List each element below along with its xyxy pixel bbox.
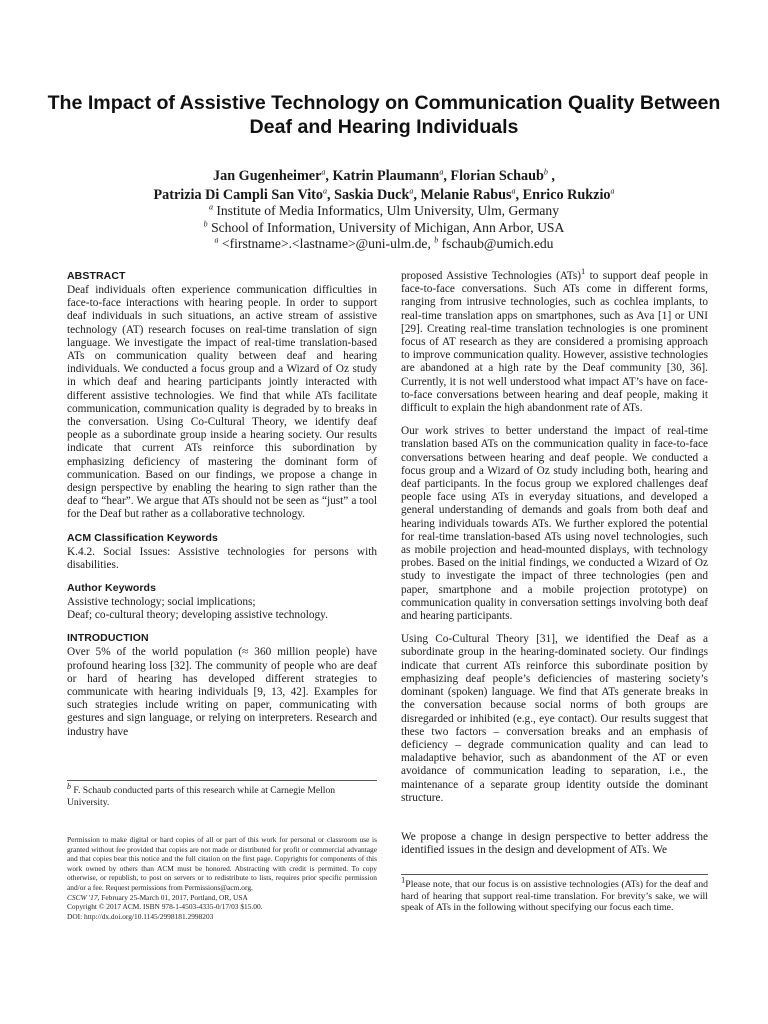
right-paragraph-1 (401, 266, 709, 415)
author-separator: , (326, 187, 335, 203)
footnote-mark: b (67, 781, 71, 791)
copyright-line: Copyright © 2017 ACM. ISBN 978-1-4503-4335-0/17/03 $15.00. (67, 902, 263, 912)
author-affil-mark: b (543, 167, 548, 177)
conference-details: , February 25-March 01, 2017, Portland, OR, USA (97, 892, 248, 902)
paragraph-text: proposed Assistive Technologies (ATs) (401, 270, 582, 282)
permission-text: Permission to make digital or hard copies of all or part of this work for personal or classroom use is granted without fee provided that copies are not made or distributed for profit or commercial advantage and that copies bear this notice and the full citation on the first page. Copyrights for components of this work owned by others than ACM must be honored. Abstracting with credit is permitted. To copy otherwise, or republish, to post on servers or to redistribute to lists, requires prior specific permission and/or a fee. Request permissions from Permissions@acm.org. (67, 835, 377, 892)
footnote-text: Please note, that our focus is on assistive technologies (ATs) for the deaf and hard of hearing that support real-time translation. For brevity’s sake, we will speak of ATs in the following without specifying our focus each time. (401, 879, 708, 914)
footnote-left (67, 780, 377, 808)
affiliation-text: Institute of Media Informatics, Ulm University, Ulm, Germany (212, 203, 560, 218)
left-column (67, 270, 377, 749)
author-separator: , (325, 168, 333, 184)
email-b: fschaub@umich.edu (438, 236, 554, 251)
abstract-heading: ABSTRACT (67, 270, 126, 282)
author-separator: , (443, 168, 451, 184)
affiliations (40, 203, 728, 253)
affiliation-text: School of Information, University of Michigan, Ann Arbor, USA (207, 219, 565, 235)
acm-classification (67, 532, 377, 572)
affiliation-b (40, 220, 728, 237)
affil-mark: a (214, 235, 219, 245)
author-name: Katrin Plaumann (332, 168, 440, 184)
author-emails (40, 236, 728, 253)
abstract-text: Deaf individuals often experience communication difficulties in face-to-face interactions with hearing people. In order to support deaf individuals in such situations, an active stream of assistive technology (AT) research focuses on real-time translation of sign language. We investigate the impact of real-time translation-based ATs on communication quality between deaf and hearing individuals. We conducted a focus group and a Wizard of Oz study in which deaf and hearing participants jointly interacted with different assistive technologies. We find that while ATs facilitate communication, communication quality is degraded by to breaks in the conversation. Using Co-Cultural Theory, we identify deaf people as a subordinate group inside a hearing society. Our results indicate that current ATs reinforce this subordination by emphasizing deficiency of mastering the dominant form of communication. Based on our findings, we propose a change in design perspective by enabling the hearing to sign rather than the deaf to “hear”. We argue that ATs should not be seen as “just” a tool for the Deaf but rather as a collaborative technology. (67, 284, 377, 521)
conference-name: CSCW '17 (67, 892, 98, 902)
footnote-mark: 1 (401, 874, 406, 885)
author-line-1 (40, 167, 728, 186)
email-a: <firstname>.<lastname>@uni-ulm.de, (218, 236, 435, 251)
footnote-text: F. Schaub conducted parts of this research while at Carnegie Mellon University. (67, 785, 336, 808)
author-separator: , (515, 187, 523, 203)
permission-block (67, 835, 377, 921)
right-column (401, 266, 709, 815)
author-list (40, 167, 728, 205)
introduction-heading: INTRODUCTION (67, 632, 149, 645)
affil-mark: b (203, 218, 208, 228)
author-affil-mark: a (321, 167, 326, 177)
right-paragraph-4: We propose a change in design perspective to better address the identified issues in the design and development of ATs. We (401, 831, 708, 857)
footnote-ref: 1 (581, 266, 586, 277)
author-separator: , (547, 168, 555, 184)
author-separator: , (413, 187, 421, 203)
introduction-text: Over 5% of the world population (≈ 360 million people) have profound hearing loss [32]. The community of people who are deaf or hard of hearing has developed different strategies to communicate with hearing individuals [9, 13, 42]. Examples for such strategies include writing on paper, communicating with gestures and sign language, or relying on interpreters. Research and industry have (67, 646, 377, 738)
author-keywords (67, 582, 377, 622)
right-paragraph-3: Using Co-Cultural Theory [31], we identified the Deaf as a subordinate group in the hearing-dominated society. Our findings indicate that current ATs reinforce this subordinate position by emphasizing deaf people’s deficiencies of mastering society’s dominant (spoken) language. We find that ATs generate breaks in the conversation because social norms of both groups are disregarded or inhibited (e.g., eye contact). Our results suggest that these two factors – conversation breaks and an emphasis of deficiency – degrade communication quality and can lead to maladaptive behavior, such as abandonment of the AT or even avoidance of communication leading to separation, i.e., the maintenance of a separate group identity outside the dominant structure. (401, 633, 708, 804)
author-keywords-heading: Author Keywords (67, 582, 157, 595)
conference-line (67, 893, 377, 903)
footnote-right (401, 874, 708, 914)
author-affil-mark: a (610, 186, 615, 196)
paper-title: The Impact of Assistive Technology on Communication Quality Between Deaf and Hearing Individuals (47, 92, 721, 138)
doi-line: DOI: http://dx.doi.org/10.1145/2998181.2998203 (67, 911, 214, 921)
author-name: Melanie Rabus (420, 187, 512, 203)
author-affil-mark: a (409, 186, 414, 196)
paragraph-text: to support deaf people in face-to-face conversations. Such ATs come in different forms, ranging from intrusive technologies, such as cochlea implants, to real-time translation apps on smartphones, such as Ava [1] or UNI [29]. Creating real-time translation technologies is one prominent focus of AT research as they are considered a promising approach to improve communication quality. However, assistive technologies are abandoned at a high rate by the Deaf community [30, 36]. Currently, it is not well understood what impact AT’s have on face-to-face conversations between hearing and deaf people, making it difficult to explain the high abandonment rate of ATs. (401, 270, 709, 415)
author-name: Florian Schaub (450, 168, 544, 184)
author-name: Patrizia Di Campli San Vito (153, 187, 323, 203)
author-keywords-line: Assistive technology; social implications; (67, 596, 256, 609)
affil-mark: a (208, 202, 213, 212)
right-paragraph-2: Our work strives to better understand the impact of real-time translation based ATs on the communication quality in face-to-face conversations between hearing and deaf people. We conducted a focus group and a Wizard of Oz study including both, hearing and deaf participants. In the focus group we explored challenges deaf people face using ATs in everyday situations, and developed a general understanding of demands and goals from both deaf and hearing individuals towards ATs. We further explored the potential for real-time translation-based ATs using novel technologies, such as mobile projection and head-mounted displays, with technology probes. Based on the initial findings, we conducted a Wizard of Oz study to investigate the impact of three technologies (pen and paper, smartphone and a mobile projection prototype) on communication quality in conversation settings involving both deaf and hearing participants. (401, 425, 708, 623)
author-affil-mark: a (439, 167, 444, 177)
author-affil-mark: a (511, 186, 516, 196)
author-name: Jan Gugenheimer (213, 168, 322, 184)
author-affil-mark: a (322, 186, 327, 196)
author-keywords-line: Deaf; co-cultural theory; developing assistive technology. (67, 609, 328, 622)
acm-classification-text: K.4.2. Social Issues: Assistive technologies for persons with disabilities. (67, 545, 377, 571)
affiliation-a (40, 203, 728, 220)
author-name: Enrico Rukzio (522, 187, 611, 203)
acm-classification-heading: ACM Classification Keywords (67, 531, 218, 544)
affil-mark: b (434, 235, 439, 245)
author-name: Saskia Duck (334, 187, 410, 203)
